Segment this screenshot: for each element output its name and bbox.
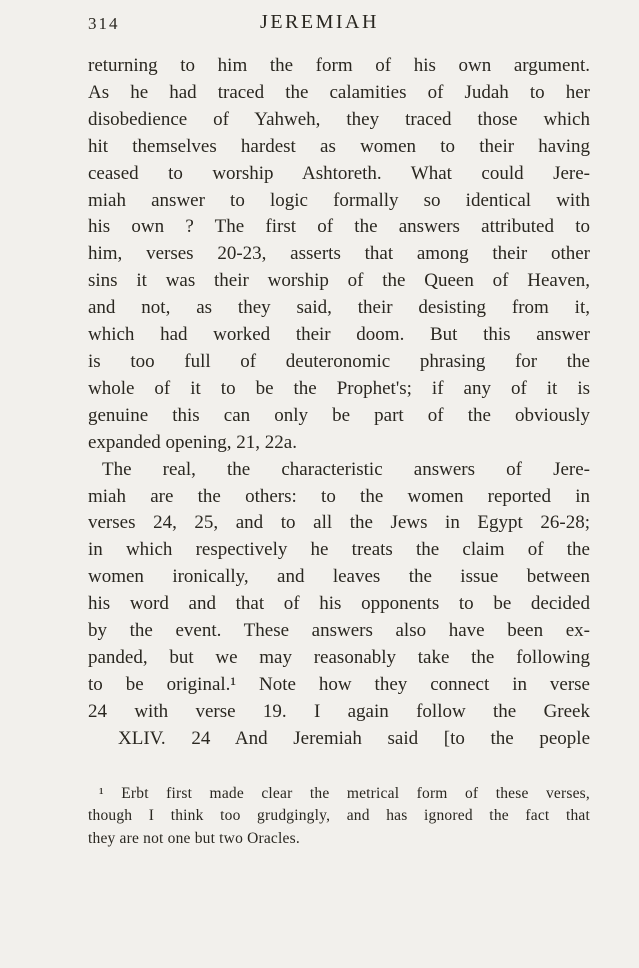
text-line: by the event. These answers also have been ex- [88,620,590,642]
text-line: and not, as they said, their desisting from it, [88,297,590,319]
text-line: sins it was their worship of the Queen of Heaven, [88,270,590,292]
text-line: 24 with verse 19. I again follow the Greek [88,700,590,722]
running-title: JEREMIAH [260,11,379,33]
paragraph-1 [88,53,590,457]
footnote-line: they are not one but two Oracles. [88,829,300,847]
text-line: his word and that of his opponents to be decided [88,593,590,615]
text-line: women ironically, and leaves the issue between [88,566,590,588]
body-text [88,53,590,850]
page-header [0,11,639,39]
text-line: verses 24, 25, and to all the Jews in Egypt 26-28; [88,512,590,534]
paragraph-3 [88,726,590,753]
text-line: miah are the others: to the women reported in [88,485,590,507]
text-line: him, verses 20-23, asserts that among their other [88,243,590,265]
text-line: his own ? The first of the answers attributed to [88,216,590,238]
text-line: XLIV. 24 And Jeremiah said [to the people [118,727,590,749]
text-line: The real, the characteristic answers of Jere- [102,458,590,480]
footnote [88,783,590,851]
text-line: hit themselves hardest as women to their having [88,135,590,157]
text-line: to be original.¹ Note how they connect in verse [88,673,590,695]
paragraph-2 [88,457,590,726]
text-line: ceased to worship Ashtoreth. What could Jere- [88,162,590,184]
page-number: 314 [88,14,120,33]
text-line: returning to him the form of his own argument. [88,55,590,76]
text-line: expanded opening, 21, 22a. [88,431,297,453]
footnote-line: ¹ Erbt first made clear the metrical form of these verses, [99,784,590,802]
text-line: disobedience of Yahweh, they traced those which [88,108,590,130]
text-line: panded, but we may reasonably take the following [88,646,590,668]
text-line: genuine this can only be part of the obviously [88,404,590,426]
text-line: miah answer to logic formally so identical with [88,189,590,211]
text-line: whole of it to be the Prophet's; if any of it is [88,377,590,399]
text-line: in which respectively he treats the claim of the [88,539,590,561]
text-line: As he had traced the calamities of Judah to her [88,81,590,103]
text-line: which had worked their doom. But this answer [88,324,590,346]
footnote-line: though I think too grudgingly, and has ignored the fact that [88,807,590,825]
text-line: is too full of deuteronomic phrasing for the [88,350,590,372]
